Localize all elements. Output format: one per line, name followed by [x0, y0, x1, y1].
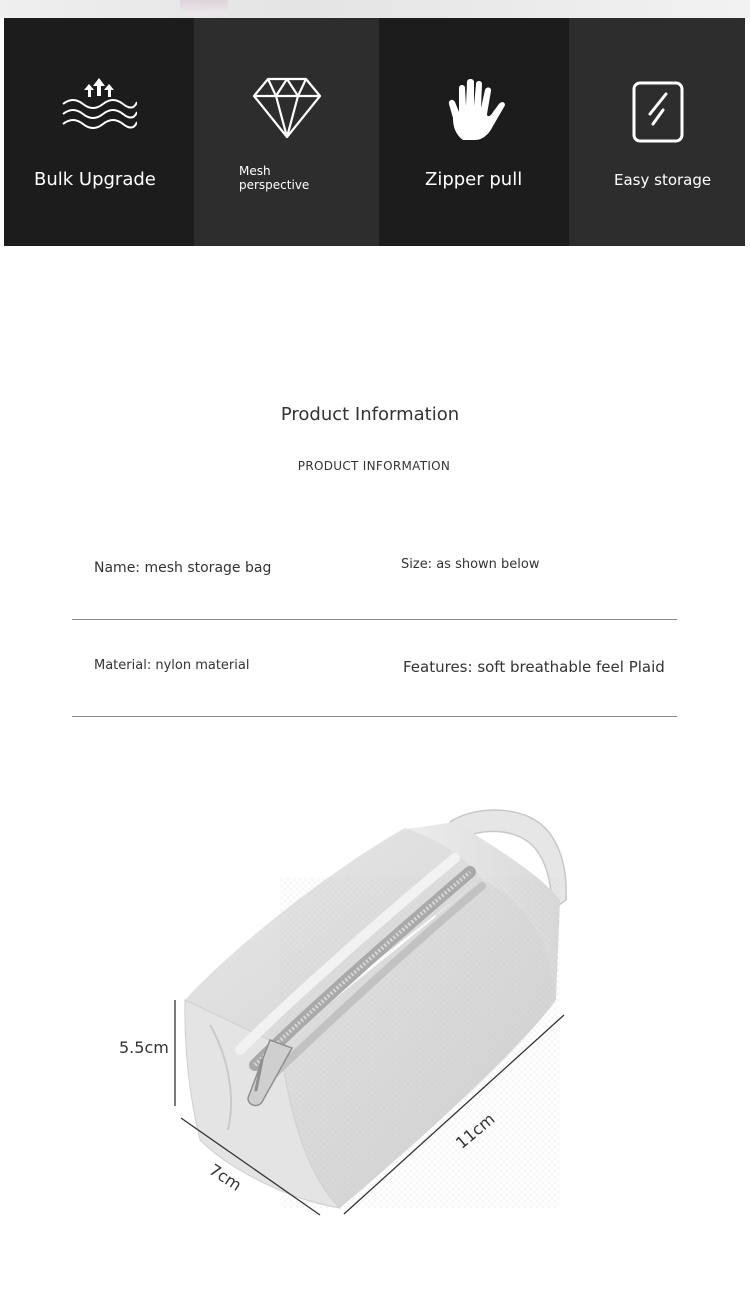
- spec-size: Size: as shown below: [401, 557, 540, 572]
- product-dimension-figure: [0, 760, 750, 1240]
- hand-icon: [447, 78, 509, 142]
- product-info-subtitle: PRODUCT INFORMATION: [297, 459, 451, 473]
- feature-zipper-pull: [379, 18, 569, 246]
- feature-easy-storage: [569, 18, 745, 246]
- product-info-title: Product Information: [280, 404, 460, 425]
- divider: [72, 619, 677, 620]
- mesh-bag-image: [0, 760, 750, 1240]
- divider: [72, 716, 677, 717]
- feature-label: Zipper pull: [425, 169, 523, 190]
- diamond-icon: [252, 76, 322, 140]
- dimension-length: 11cm: [452, 1109, 499, 1153]
- spec-material: Material: nylon material: [94, 658, 250, 673]
- product-image-fragment: [180, 0, 228, 14]
- spec-features: Features: soft breathable feel Plaid: [403, 658, 665, 676]
- feature-label: Bulk Upgrade: [34, 169, 156, 190]
- top-image-strip: [0, 0, 750, 18]
- feature-mesh-perspective: [194, 18, 379, 246]
- waves-arrows-icon: [61, 76, 137, 136]
- feature-label: Mesh perspective: [239, 164, 310, 192]
- spec-name: Name: mesh storage bag: [94, 560, 272, 576]
- dimension-height: 5.5cm: [119, 1038, 169, 1057]
- feature-banner: [4, 18, 745, 246]
- storage-box-icon: [631, 80, 685, 144]
- feature-bulk-upgrade: [4, 18, 194, 246]
- feature-label: Easy storage: [614, 171, 712, 189]
- dimension-width: 7cm: [205, 1160, 245, 1195]
